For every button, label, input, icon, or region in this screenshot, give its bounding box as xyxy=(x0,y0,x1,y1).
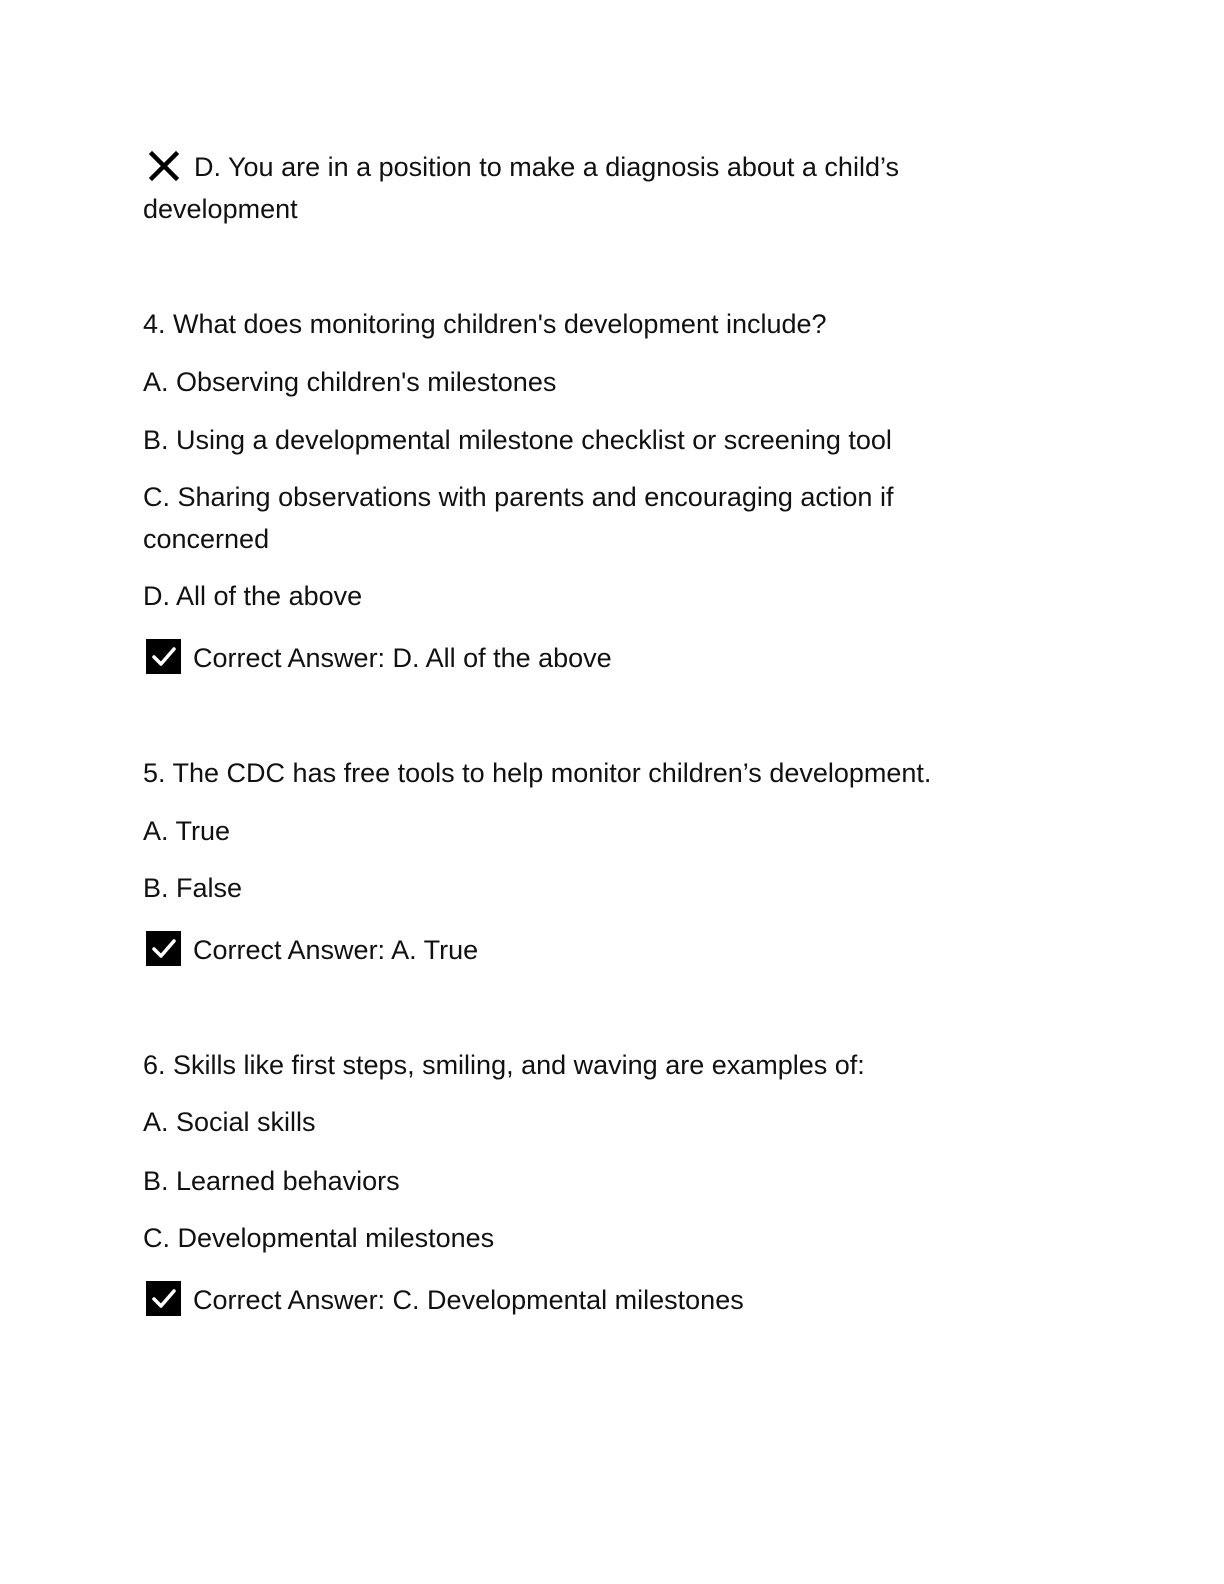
x-mark-icon xyxy=(146,148,182,184)
question-6-option-a: A. Social skills xyxy=(143,1107,316,1137)
question-5-prompt: 5. The CDC has free tools to help monitor children’s development. xyxy=(143,758,932,788)
question-4-option-d: D. All of the above xyxy=(143,581,363,611)
question-5-option-a: A. True xyxy=(143,816,231,846)
question-5-answer-text: Correct Answer: A. True xyxy=(193,935,479,965)
question-6-option-c: C. Developmental milestones xyxy=(143,1223,495,1253)
wrong-option-text: D. You are in a position to make a diagnosis about a child’s development xyxy=(143,152,899,224)
wrong-option xyxy=(143,146,1013,230)
checkbox-check-icon xyxy=(145,638,182,675)
question-4-option-a: A. Observing children's milestones xyxy=(143,367,557,397)
question-4-answer-text: Correct Answer: D. All of the above xyxy=(193,643,612,673)
question-6-option-b: B. Learned behaviors xyxy=(143,1166,400,1196)
question-5-option-b: B. False xyxy=(143,873,243,903)
question-6-prompt: 6. Skills like first steps, smiling, and waving are examples of: xyxy=(143,1050,865,1080)
question-6-answer-text: Correct Answer: C. Developmental milestones xyxy=(193,1285,744,1315)
question-4-option-b: B. Using a developmental milestone checklist or screening tool xyxy=(143,425,892,455)
question-4-prompt: 4. What does monitoring children's development include? xyxy=(143,309,827,339)
question-6-answer xyxy=(143,1279,1013,1321)
question-4-option-c: C. Sharing observations with parents and encouraging action if concerned xyxy=(143,482,894,554)
question-4-answer xyxy=(143,637,1013,679)
checkbox-check-icon xyxy=(145,930,182,967)
checkbox-check-icon xyxy=(145,1280,182,1317)
question-5-answer xyxy=(143,929,1013,971)
